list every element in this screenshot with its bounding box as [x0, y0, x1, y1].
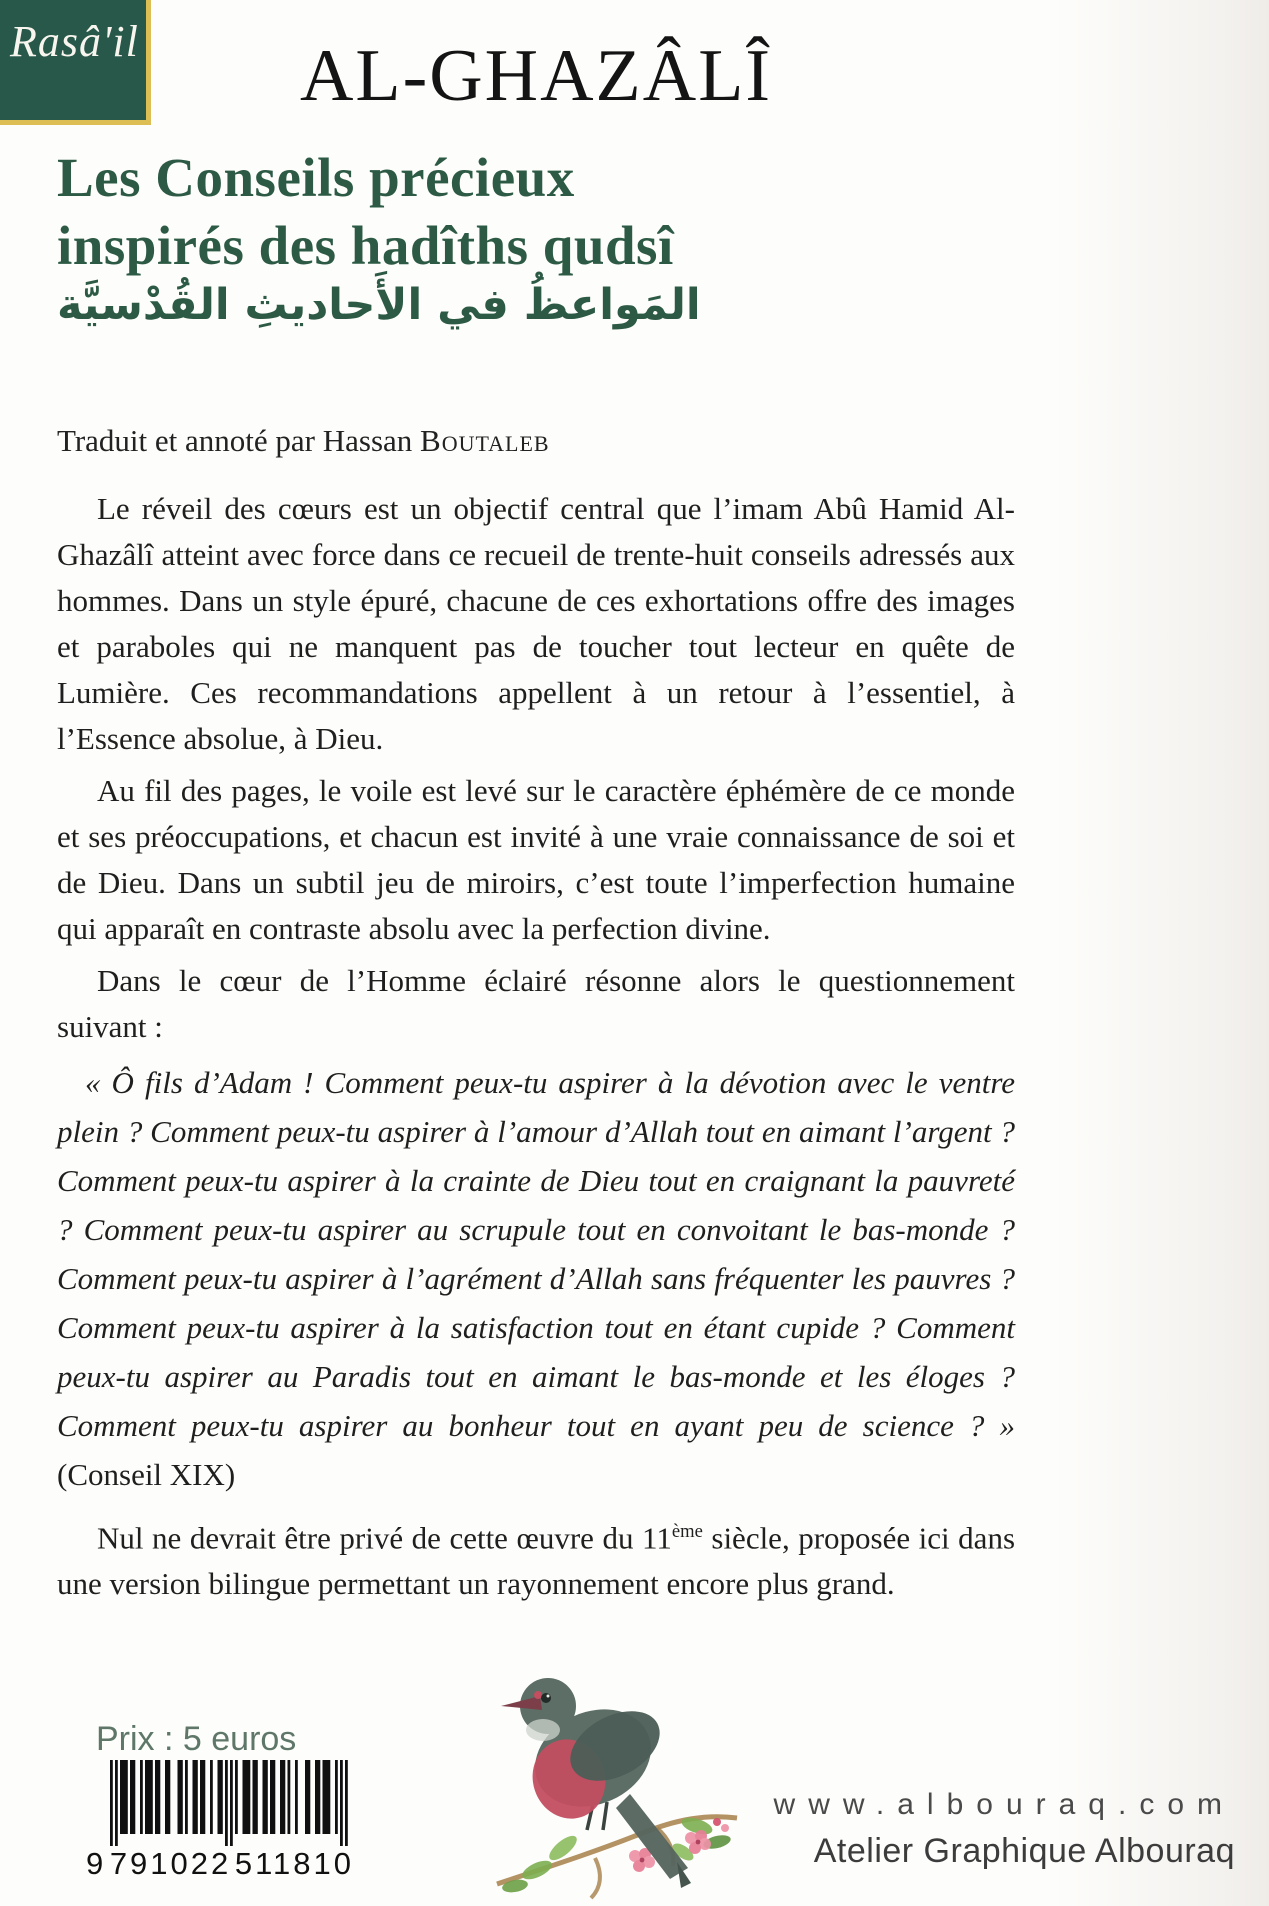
french-title-line-2: inspirés des hadîths qudsî — [57, 215, 674, 276]
translator-name: Boutaleb — [420, 423, 550, 458]
century-superscript: ème — [671, 1521, 703, 1542]
collection-badge-label: Rasâ'il — [10, 17, 139, 66]
barcode-digits — [86, 1846, 354, 1882]
author-name: AL-GHAZÂLÎ — [299, 35, 773, 117]
barcode-block — [86, 1760, 354, 1882]
synopsis-paragraph-2: Au fil des pages, le voile est levé sur le caractère éphémère de ce monde et ses préoccupations, et chacun est invité à une vraie connaissance de soi et de Dieu. Dans un subtil jeu de miroirs, c’est toute l’imperfection humaine qui apparaît en contraste absolu avec la perfection divine. — [57, 773, 1015, 946]
french-title-line-1: Les Conseils précieux — [57, 147, 575, 208]
hadith-quote-text: « Ô fils d’Adam ! Comment peux-tu aspirer à la dévotion avec le ventre plein ? Comment peux-tu aspirer à l’amour d’Allah tout en aimant l’argent ? Comment peux-tu aspirer à la crainte de Dieu tout en craignant la pauvreté ? Comment peux-tu aspirer au scrupule tout en convoitant le bas-monde ? Comment peux-tu aspirer à l’agrément d’Allah sans fréquenter les pauvres ? Comment peux-tu aspirer à la satisfaction tout en étant cupide ? Comment peux-tu aspirer au Paradis tout en aimant le bas-monde et les éloges ? Comment peux-tu aspirer au bonheur tout en ayant peu de science ? » — [57, 1065, 1015, 1443]
closing-text-end: siècle, proposée ici dans une version bilingue permettant un rayonnement encore plus grand. — [57, 1520, 1016, 1602]
closing-paragraph — [57, 1509, 1015, 1607]
bird-illustration — [445, 1646, 745, 1904]
publisher-block — [774, 1788, 1235, 1871]
hadith-quote — [57, 1058, 1015, 1499]
translator-credit — [57, 423, 550, 459]
synopsis-paragraph-1: Le réveil des cœurs est un objectif central que l’imam Abû Hamid Al-Ghazâlî atteint avec force dans ce recueil de trente-huit conseils adressés aux hommes. Dans un style épuré, chacune de ces exhortations offre des images et paraboles qui ne manquent pas de toucher tout lecteur en quête de Lumière. Ces recommandations appellent à un retour à l’essentiel, à l’Essence absolue, à Dieu. — [57, 491, 1015, 756]
synopsis-paragraph-3: Dans le cœur de l’Homme éclairé résonne alors le questionnement suivant : — [57, 963, 1015, 1044]
quote-attribution: (Conseil XIX) — [57, 1457, 236, 1492]
arabic-title: المَواعظُ في الأَحاديثِ القُدْسيَّة — [57, 280, 701, 330]
barcode-digits-right: 511810 — [234, 1846, 354, 1881]
synopsis — [57, 486, 1015, 1613]
studio-name: Atelier Graphique Albouraq — [813, 1832, 1235, 1870]
french-title — [57, 144, 674, 280]
barcode-digit-prefix: 9 — [86, 1846, 107, 1881]
translator-credit-prefix: Traduit et annoté par Hassan — [57, 423, 421, 458]
ean-barcode — [110, 1760, 348, 1846]
price-label: Prix : 5 euros — [96, 1720, 297, 1758]
closing-text-start: Nul ne devrait être privé de cette œuvre du 11 — [97, 1520, 672, 1556]
website-url: www.albouraq.com — [773, 1788, 1235, 1821]
barcode-digits-left: 791022 — [109, 1846, 232, 1881]
